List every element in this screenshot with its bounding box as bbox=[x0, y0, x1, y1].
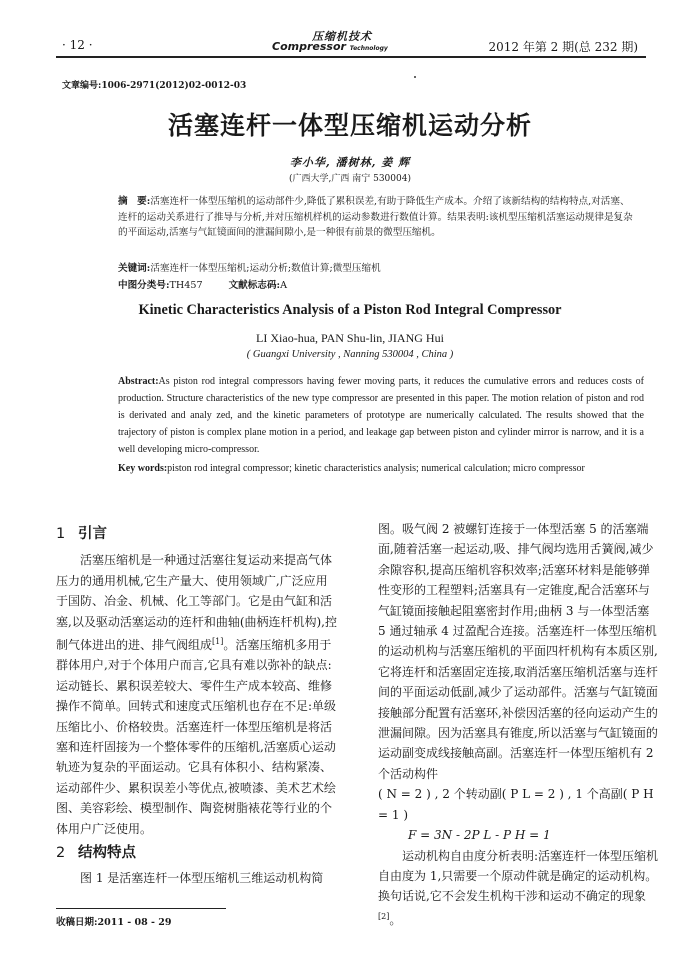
authors-cn: 李小华, 潘树林, 姜 辉 bbox=[289, 156, 411, 169]
dof-formula: F = 3N - 2P L - P H = 1 bbox=[408, 828, 551, 843]
article-number: 文章编号:1006-2971(2012)02-0012-03 bbox=[62, 81, 247, 91]
section-1-paragraph: 活塞压缩机是一种通过活塞往复运动来提高气体压力的通用机械,它生产量大、使用领域广,广泛应用于国防、冶金、机械、化工等部门。它是由气缸和活塞,以及驱动活塞运动的连杆和曲轴(曲柄连杆机构),控制气体进出的进、排气阀组成[1]。活塞压缩机多用于群体用户,对于个体用户而言,它具有难以弥补的缺点:运动链长、累积误差较大、零件生产成本较高、维修操作不简单。回转式和速度式压缩机也存在不足:单级压缩比小、价格较贵。活塞连杆一体型压缩机是将活塞和连杆固接为一个整体零件的压缩机,活塞质心运动轨迹为复杂的平面运动。它具有体积小、结构紧凑、运动部件少、累积误差小等优点,被喷漆、美术艺术绘图、美容彩绘、模型制作、陶瓷树脂裱花等行业的个体用户广泛使用。 bbox=[56, 553, 337, 836]
section-2-paragraph-start: 图 1 是活塞连杆一体型压缩机三维运动机构简 bbox=[80, 870, 324, 885]
abstract-cn-label: 摘 要: bbox=[118, 196, 151, 207]
journal-logo bbox=[272, 28, 422, 54]
right-column bbox=[378, 519, 660, 930]
keywords-cn-text: 活塞连杆一体型压缩机;运动分析;数值计算;微型压缩机 bbox=[150, 263, 381, 274]
abstract-cn bbox=[118, 194, 638, 241]
section-2-paragraph-2: 运动机构自由度分析表明:活塞连杆一体型压缩机自由度为 1,只需要一个原动件就是确定的运动机构。换句话说,它不会发生机构干涉和运动不确定的现象[2]。 bbox=[378, 848, 659, 927]
mechanism-counts: ( N = 2 ) , 2 个转动副( P L = 2 ) , 1 个高副( P H = 1 ) bbox=[378, 787, 654, 822]
keywords-cn-label: 关键词: bbox=[118, 263, 151, 274]
logo-cn-text: 压缩机技术 bbox=[312, 30, 372, 43]
abstract-en bbox=[118, 373, 644, 458]
header-rule bbox=[56, 56, 646, 58]
scan-dot bbox=[414, 76, 416, 78]
keywords-en-label: Key words: bbox=[118, 463, 168, 474]
section-2-heading: 2 结构特点 bbox=[56, 845, 136, 862]
issue-info: 2012 年第 2 期(总 232 期) bbox=[488, 40, 638, 54]
abstract-en-label: Abstract: bbox=[118, 376, 159, 387]
keywords-en bbox=[118, 460, 644, 477]
abstract-en-text: As piston rod integral compressors having fewer moving parts, it reduces the cumulative errors and reduces costs of production. Structure characteristics of the new type compressor are presented in this paper. The motion relation of piston and rod is derivated and analy zed, and the kinetic parameters of prototype are numerically calculated. The results showed that the trajectory of piston is complex plane motion in a period, and leakage gap between piston and cylinder mirror is narrow, and it is a well developing micro-compressor. bbox=[118, 376, 644, 455]
affiliation-en: ( Guangxi University , Nanning 530004 , China ) bbox=[246, 349, 454, 360]
abstract-cn-text: 活塞连杆一体型压缩机的运动部件少,降低了累积误差,有助于降低生产成本。介绍了该新结构的结构特点,对活塞、连杆的运动关系进行了推导与分析,并对压缩机样机的运动参数进行数值计算。结果表明:该机型压缩机活塞运动规律是复杂的平面运动,活塞与气缸镜面间的泄漏间隙小,是一种很有前景的微型压缩机。 bbox=[118, 196, 633, 238]
section-1-heading: 1 引言 bbox=[56, 526, 107, 542]
keywords-en-text: piston rod integral compressor; kinetic characteristics analysis; numerical calculation; micro compressor bbox=[167, 463, 585, 474]
section-2-paragraph-cont: 图。吸气阀 2 被螺钉连接于一体型活塞 5 的活塞端面,随着活塞一起运动,吸、排气阀均选用舌簧阀,减少余隙容积,提高压缩机容积效率;活塞环材料是能够弹性变形的工程塑料;活塞具有一定锥度,配合活塞环与气缸镜面接触起阻塞密封作用;曲柄 3 与一体型活塞 5 通过轴承 4 过盈配合连接。活塞连杆一体型压缩机的运动机构与活塞压缩机的平面四杆机构有本质区别,它将连杆和活塞固定连接,取消活塞压缩机活塞与连杆间的平面运动低副,减少了运动部件。活塞与气缸镜面接触部分配置有活塞环,补偿因活塞的径向运动产生的泄漏间隙。因为活塞具有锥度,所以活塞与气缸镜面的运动副变成线接触高副。活塞连杆一体型压缩机有 2 个活动构件 bbox=[378, 522, 658, 781]
title-cn: 活塞连杆一体型压缩机运动分析 bbox=[167, 111, 532, 140]
authors-en: LI Xiao-hua, PAN Shu-lin, JIANG Hui bbox=[256, 331, 444, 345]
received-date: 收稿日期:2011 - 08 - 29 bbox=[56, 917, 172, 928]
page-number: · 12 · bbox=[62, 38, 93, 52]
logo-en-text: Compressor Technology bbox=[272, 40, 388, 53]
title-en: Kinetic Characteristics Analysis of a Piston Rod Integral Compressor bbox=[138, 302, 562, 318]
footnote-rule bbox=[56, 908, 226, 909]
keywords-cn bbox=[118, 260, 638, 274]
affiliation-cn: (广西大学,广西 南宁 530004) bbox=[289, 174, 411, 184]
left-column bbox=[56, 524, 338, 888]
classification-cn: 中图分类号:TH457 文献标志码:A bbox=[118, 280, 288, 291]
